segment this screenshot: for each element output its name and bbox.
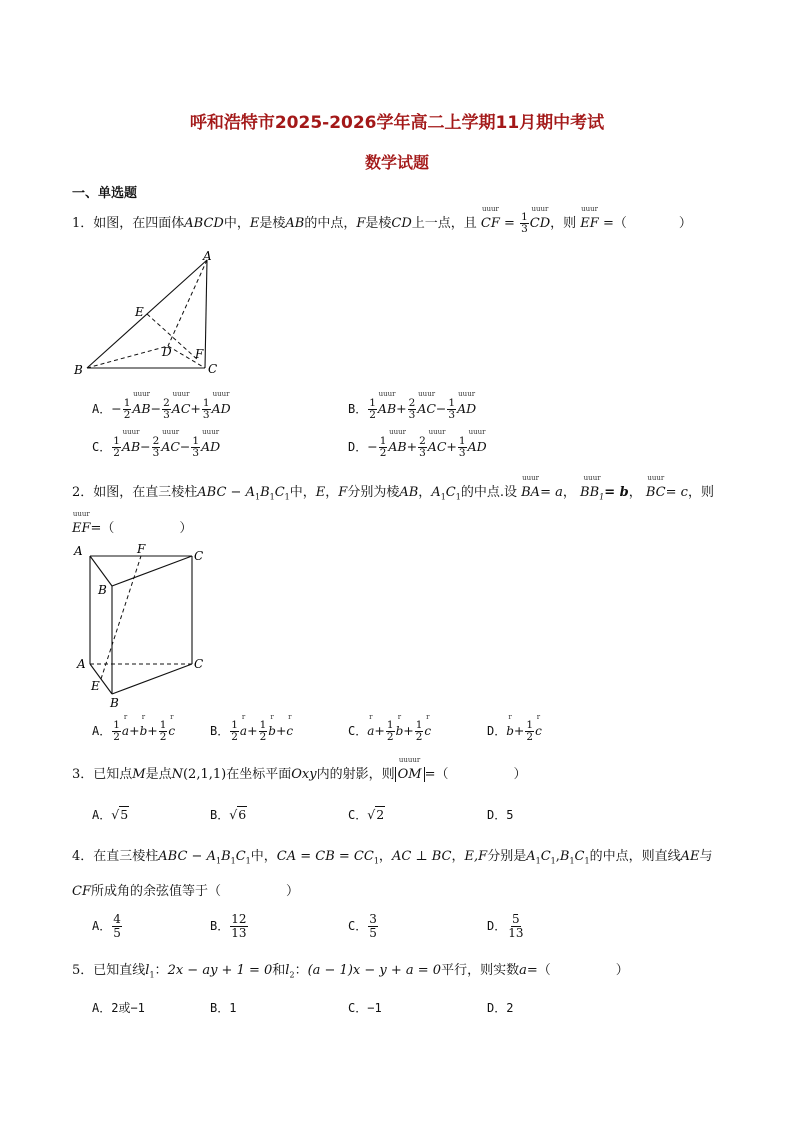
point-label-e: E: [91, 679, 100, 693]
vertex-label-a: A: [203, 249, 212, 263]
point-label-f: F: [195, 347, 204, 361]
vertex-label-c: C: [208, 362, 218, 376]
vertex-label-b1: B: [98, 583, 107, 597]
q5-option-b[interactable]: B．1: [210, 1001, 237, 1015]
question-5-stem: 5．已知直线$l_1$：2x − ay + 1 = 0和$l_2$：(a − 1)x − y + a = 0平行，则实数a=（ ）: [72, 963, 629, 980]
q2-option-a[interactable]: A． $\frac{1}{2}$ r a+ r b+ $\frac{1}{2}$ r c: [92, 713, 176, 743]
vertex-label-d: D: [162, 345, 172, 359]
question-1-stem: 1．如图，在四面体ABCD中，E是棱AB的中点，F是棱CD上一点，且 uuur CF = $\frac{1}{3}$ uuur CD，则 uuur EF =（ ）: [72, 205, 692, 235]
point-label-e: E: [135, 305, 144, 319]
vertex-label-c1: C: [194, 549, 204, 563]
tetrahedron-figure: [72, 248, 232, 378]
question-4-stem: 4．在直三棱柱ABC − $A_1B_1C_1$中，CA = CB = $CC_1$，AC ⊥ BC，E,F分别是$A_1C_1,B_1C_1$的中点，则直线AE与: [72, 849, 713, 866]
q2-option-d[interactable]: D． r b+ $\frac{1}{2}$ r c: [487, 713, 542, 743]
exam-title: 呼和浩特市2025-2026学年高二上学期11月期中考试: [189, 113, 605, 133]
section-heading: 一、单选题: [72, 186, 138, 201]
q2-option-b[interactable]: B． $\frac{1}{2}$ r a+ $\frac{1}{2}$ r b+ r c: [210, 713, 294, 743]
vertex-label-a: A: [77, 657, 86, 671]
q5-option-a[interactable]: A．2或−1: [92, 1001, 145, 1015]
q2-option-c[interactable]: C． r a+ $\frac{1}{2}$ r b+ $\frac{1}{2}$ r c: [348, 713, 432, 743]
q1-option-b[interactable]: B． $\frac{1}{2}$ uuur AB+ $\frac{2}{3}$ uuur AC− $\frac{1}{3}$ uuur AD: [348, 390, 477, 421]
vertex-label-a1: A: [74, 544, 83, 558]
vertex-label-b: B: [110, 696, 119, 710]
vertex-label-c: C: [194, 657, 204, 671]
q1-option-d[interactable]: D．− $\frac{1}{2}$ uuur AB+ $\frac{2}{3}$ uuur AC+ $\frac{1}{3}$ uuur AD: [348, 428, 487, 459]
q3-option-b[interactable]: B．√6: [210, 807, 247, 822]
q4-option-a[interactable]: A． $\frac{4}{5}$: [92, 912, 121, 940]
q4-option-d[interactable]: D． $\frac{5}{13}$: [487, 912, 524, 940]
q1-option-a[interactable]: A．− $\frac{1}{2}$ uuur AB− $\frac{2}{3}$ uuur AC+ $\frac{1}{3}$ uuur AD: [92, 390, 231, 421]
q5-option-d[interactable]: D．2: [487, 1001, 514, 1015]
question-3-stem: 3．已知点M是点N(2,1,1)在坐标平面Oxy内的射影，则 uuuur OM =（ ）: [72, 756, 527, 782]
prism-figure: [72, 541, 212, 711]
q4-option-c[interactable]: C． $\frac{3}{5}$: [348, 912, 377, 940]
question-2-stem-line2: uuur EF=（ ）: [72, 510, 193, 536]
question-4-stem-line2: CF所成角的余弦值等于（ ）: [72, 884, 299, 899]
q3-option-c[interactable]: C．√2: [348, 807, 385, 822]
q3-option-a[interactable]: A．√5: [92, 807, 129, 822]
vertex-label-b: B: [74, 363, 83, 377]
exam-subtitle: 数学试题: [364, 153, 429, 172]
q3-option-d[interactable]: D．5: [487, 808, 514, 822]
q4-option-b[interactable]: B． $\frac{12}{13}$: [210, 912, 247, 940]
point-label-f: F: [137, 542, 146, 556]
question-2-stem: 2．如图，在直三棱柱ABC − $A_1B_1C_1$中，E，F分别为棱AB，$A_1C_1$的中点.设 uuur BA= a， uuur $BB_1= b$， uuur BC= c，则: [72, 474, 714, 502]
q5-option-c[interactable]: C．−1: [348, 1001, 382, 1015]
q1-option-c[interactable]: C． $\frac{1}{2}$ uuur AB− $\frac{2}{3}$ uuur AC− $\frac{1}{3}$ uuur AD: [92, 428, 221, 459]
